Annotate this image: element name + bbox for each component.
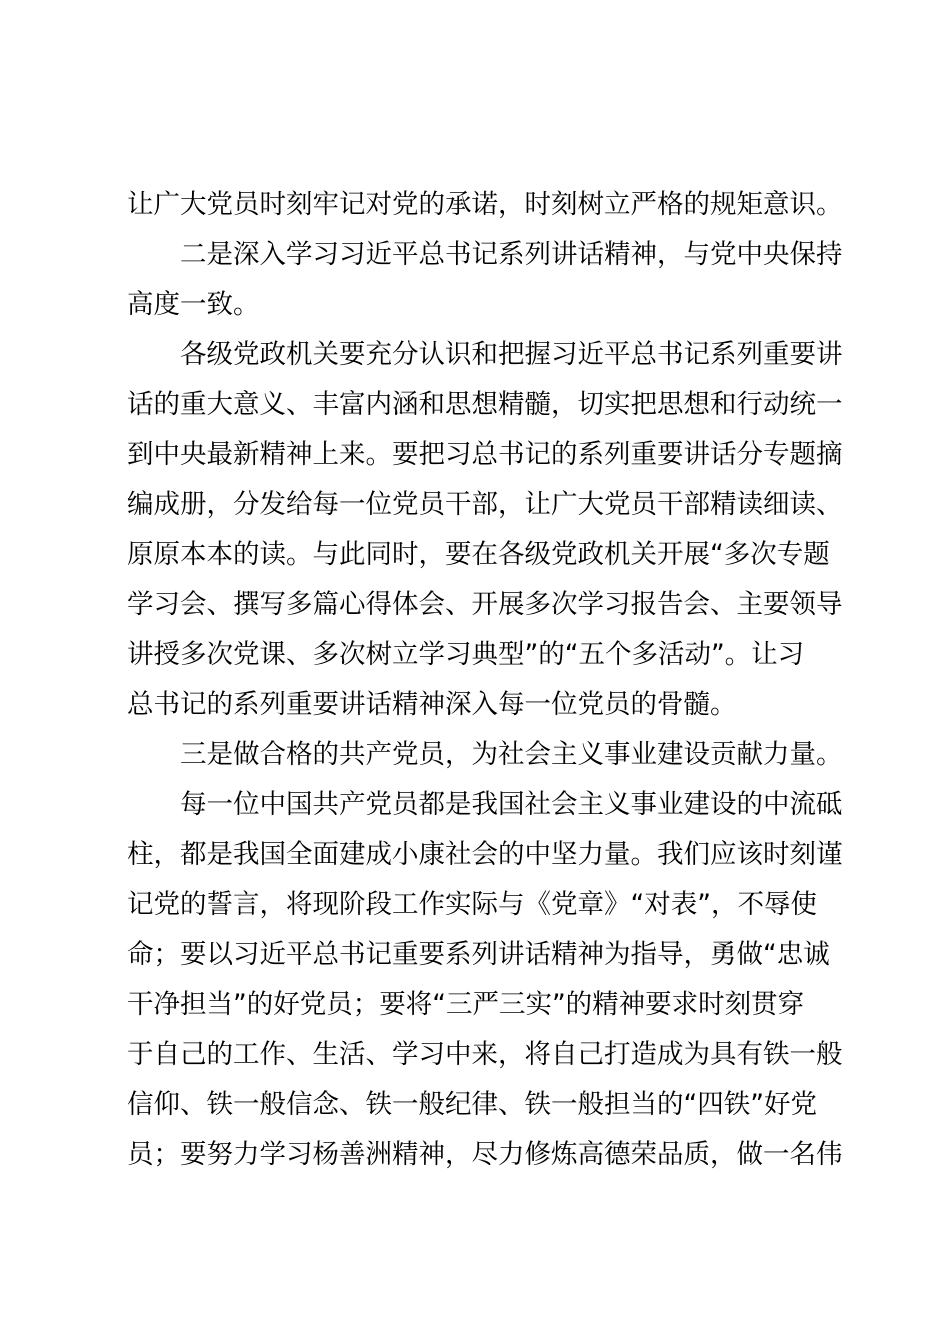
text-line: 二是深入学习习近平总书记系列讲话精神，与党中央保持 bbox=[127, 239, 843, 270]
text-line: 命；要以习近平总书记重要系列讲话精神为指导，勇做“忠诚 bbox=[127, 939, 830, 970]
text-line: 三是做合格的共产党员，为社会主义事业建设贡献力量。 bbox=[127, 739, 843, 770]
text-line: 于自己的工作、生活、学习中来，将自己打造成为具有铁一般 bbox=[127, 1039, 843, 1070]
text-line: 高度一致。 bbox=[127, 289, 260, 320]
text-line: 干净担当”的好党员；要将“三严三实”的精神要求时刻贯穿 bbox=[127, 989, 805, 1020]
text-line: 原原本本的读。与此同时，要在各级党政机关开展“多次专题 bbox=[127, 539, 830, 570]
text-line: 编成册，分发给每一位党员干部，让广大党员干部精读细读、 bbox=[127, 489, 843, 520]
text-line: 柱，都是我国全面建成小康社会的中坚力量。我们应该时刻谨 bbox=[127, 839, 843, 870]
text-line: 各级党政机关要充分认识和把握习近平总书记系列重要讲 bbox=[127, 339, 843, 370]
text-line: 到中央最新精神上来。要把习总书记的系列重要讲话分专题摘 bbox=[127, 439, 843, 470]
text-line: 每一位中国共产党员都是我国社会主义事业建设的中流砥 bbox=[127, 789, 843, 820]
text-line: 总书记的系列重要讲话精神深入每一位党员的骨髓。 bbox=[127, 689, 737, 720]
text-line: 信仰、铁一般信念、铁一般纪律、铁一般担当的“四铁”好党 bbox=[127, 1089, 817, 1120]
text-line: 让广大党员时刻牢记对党的承诺，时刻树立严格的规矩意识。 bbox=[127, 189, 843, 220]
text-line: 讲授多次党课、多次树立学习典型”的“五个多活动”。让习 bbox=[127, 639, 805, 670]
text-line: 话的重大意义、丰富内涵和思想精髓，切实把思想和行动统一 bbox=[127, 389, 843, 420]
text-line: 记党的誓言，将现阶段工作实际与《党章》“对表”，不辱使 bbox=[127, 889, 817, 920]
text-line: 员；要努力学习杨善洲精神，尽力修炼高德荣品质，做一名伟 bbox=[127, 1139, 843, 1170]
text-line: 学习会、撰写多篇心得体会、开展多次学习报告会、主要领导 bbox=[127, 589, 843, 620]
document-body bbox=[127, 180, 843, 1180]
